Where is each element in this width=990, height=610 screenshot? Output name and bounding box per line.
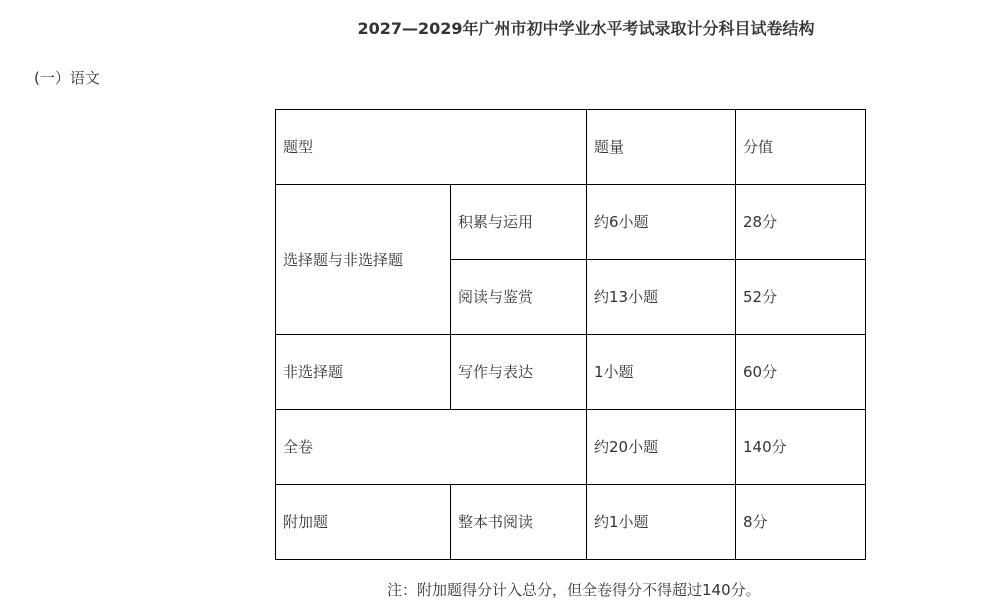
subtype-cell: 写作与表达 [451, 335, 587, 410]
score-cell: 140分 [736, 410, 866, 485]
section-heading: (一）语文 [34, 69, 100, 87]
category-cell: 附加题 [276, 485, 451, 560]
category-cell: 非选择题 [276, 335, 451, 410]
subtype-cell: 积累与运用 [451, 185, 587, 260]
subtype-cell: 阅读与鉴赏 [451, 260, 587, 335]
header-type-cell: 题型 [276, 110, 587, 185]
score-cell: 8分 [736, 485, 866, 560]
header-count-cell: 题量 [587, 110, 736, 185]
count-cell: 约20小题 [587, 410, 736, 485]
document-title: 2027—2029年广州市初中学业水平考试录取计分科目试卷结构 [357, 19, 815, 38]
header-score-cell: 分值 [736, 110, 866, 185]
count-cell: 约1小题 [587, 485, 736, 560]
subtype-cell: 整本书阅读 [451, 485, 587, 560]
table-row [276, 485, 866, 560]
category-cell: 选择题与非选择题 [276, 185, 451, 335]
count-cell: 1小题 [587, 335, 736, 410]
score-cell: 28分 [736, 185, 866, 260]
table-row [276, 185, 866, 260]
score-cell: 60分 [736, 335, 866, 410]
score-cell: 52分 [736, 260, 866, 335]
count-cell: 约6小题 [587, 185, 736, 260]
table-header-row [276, 110, 866, 185]
count-cell: 约13小题 [587, 260, 736, 335]
footnote: 注：附加题得分计入总分，但全卷得分不得超过140分。 [387, 581, 761, 599]
table-row [276, 410, 866, 485]
table-row [276, 335, 866, 410]
exam-structure-table [275, 109, 866, 560]
category-cell: 全卷 [276, 410, 587, 485]
